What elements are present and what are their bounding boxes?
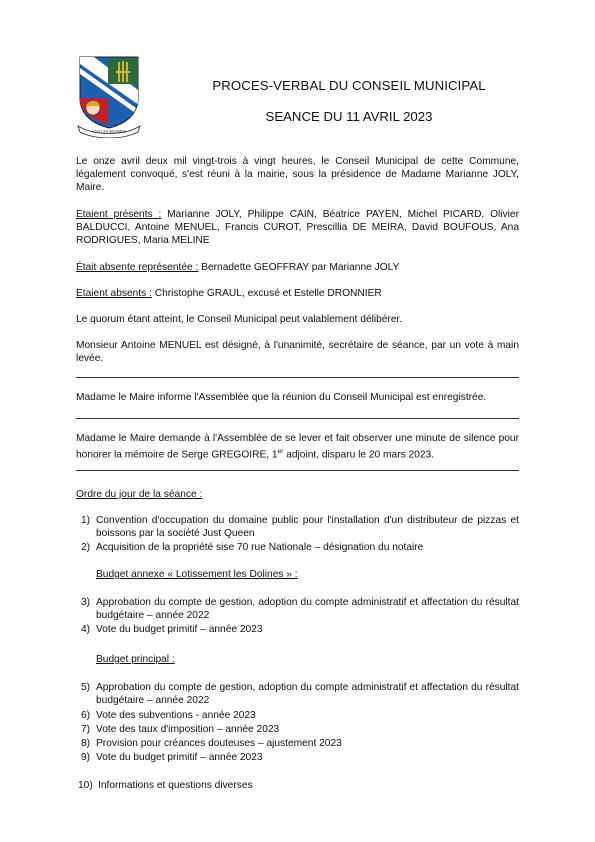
agenda-item [81,541,519,554]
silence-paragraph [76,432,519,461]
divider-1 [76,377,519,378]
silence-text-start: Madame le Maire demande à l'Assemblée de se lever et fait observer une minute de silence pour honorer la mémoire de Serge GREGOIRE, 1 [76,433,519,461]
agenda-item [81,514,519,540]
section-budget-annexe: Budget annexe « Lotissement les Dolines » : [96,569,298,580]
present-list: Marianne JOLY, Philippe CAIN, Béatrice PAYEN, Michel PICARD, Olivier BALDUCCI, Antoine MENUEL, Francis CUROT, Prescillia DE MEIRA, David BOUFOUS, Ana RODRIGUES, Maria MELINE [76,209,519,246]
agenda-item-number: 9) [81,752,91,763]
agenda-item [78,779,519,792]
secretary-paragraph: Monsieur Antoine MENUEL est désigné, à l'unanimité, secrétaire de séance, par un vote à main levée. [76,340,519,364]
document-title: PROCES-VERBAL DU CONSEIL MUNICIPAL [212,78,486,93]
agenda-item-text: Provision pour créances douteuses – ajustement 2023 [96,738,342,749]
agenda-item-number: 1) [81,515,91,526]
absent-text: Christophe GRAUL, excusé et Estelle DRONNIER [151,288,382,299]
agenda-item [81,709,519,722]
attendees-represented [76,261,519,274]
represented-label: Était absente représentée : [76,262,199,273]
agenda-item-text: Approbation du compte de gestion, adoption du compte administratif et affectation du résultat budgétaire – année 2022 [96,597,519,621]
agenda-item-number: 6) [81,710,91,721]
quorum-paragraph: Le quorum étant atteint, le Conseil Municipal peut valablement délibérer. [76,314,403,325]
agenda-item-number: 10) [78,780,93,791]
agenda-item-number: 4) [81,624,91,635]
agenda-item-number: 3) [81,597,91,608]
agenda-item-number: 2) [81,542,91,553]
absent-label: Etaient absents : [76,288,152,299]
agenda-item-number: 8) [81,738,91,749]
agenda-item [81,596,519,622]
crest-motto: SAN LES MOSMES [91,129,127,134]
agenda-item-text: Acquisition de la propriété sise 70 rue Nationale – désignation du notaire [96,542,424,553]
silence-ordinal: er [277,448,284,455]
agenda-item [81,681,519,707]
represented-text: Bernadette GEOFFRAY par Marianne JOLY [198,262,400,273]
agenda-item-number: 5) [81,682,91,693]
section-budget-principal: Budget principal : [96,654,175,665]
intro-paragraph: Le onze avril deux mil vingt-trois à vingt heures, le Conseil Municipal de cette Commune, légalement convoqué, s'est réuni à la mairie, sous la présidence de Madame Marianne JOLY, Maire. [76,156,519,193]
agenda-item-text: Vote du budget primitif – année 2023 [96,624,263,635]
agenda-item-text: Approbation du compte de gestion, adoption du compte administratif et affectation du résultat budgétaire – année 2022 [96,682,519,706]
recording-paragraph: Madame le Maire informe l'Assemblée que la réunion du Conseil Municipal est enregistrée. [76,392,487,403]
agenda-item-number: 7) [81,724,91,735]
agenda-item-text: Vote des subventions - année 2023 [96,710,256,721]
attendees-present [76,208,519,247]
divider-3 [76,470,519,471]
agenda-heading: Ordre du jour de la séance : [76,489,203,500]
agenda-item [81,751,519,764]
present-label: Etaient présents : [76,209,162,220]
divider-2 [76,418,519,419]
agenda-item-text: Convention d'occupation du domaine public pour l'installation d'un distributeur de pizzas et boissons par la société Just Queen [96,515,519,539]
agenda-item-text: Informations et questions diverses [98,780,253,791]
agenda-item-text: Vote des taux d'imposition – année 2023 [96,724,280,735]
municipal-crest-logo [74,54,144,138]
agenda-item-text: Vote du budget primitif – année 2023 [96,752,263,763]
session-date: SEANCE DU 11 AVRIL 2023 [265,109,433,124]
attendees-absent [76,287,519,300]
agenda-item [81,623,519,636]
agenda-item [81,737,519,750]
agenda-item [81,723,519,736]
silence-text-end: adjoint, disparu le 20 mars 2023. [283,449,434,461]
